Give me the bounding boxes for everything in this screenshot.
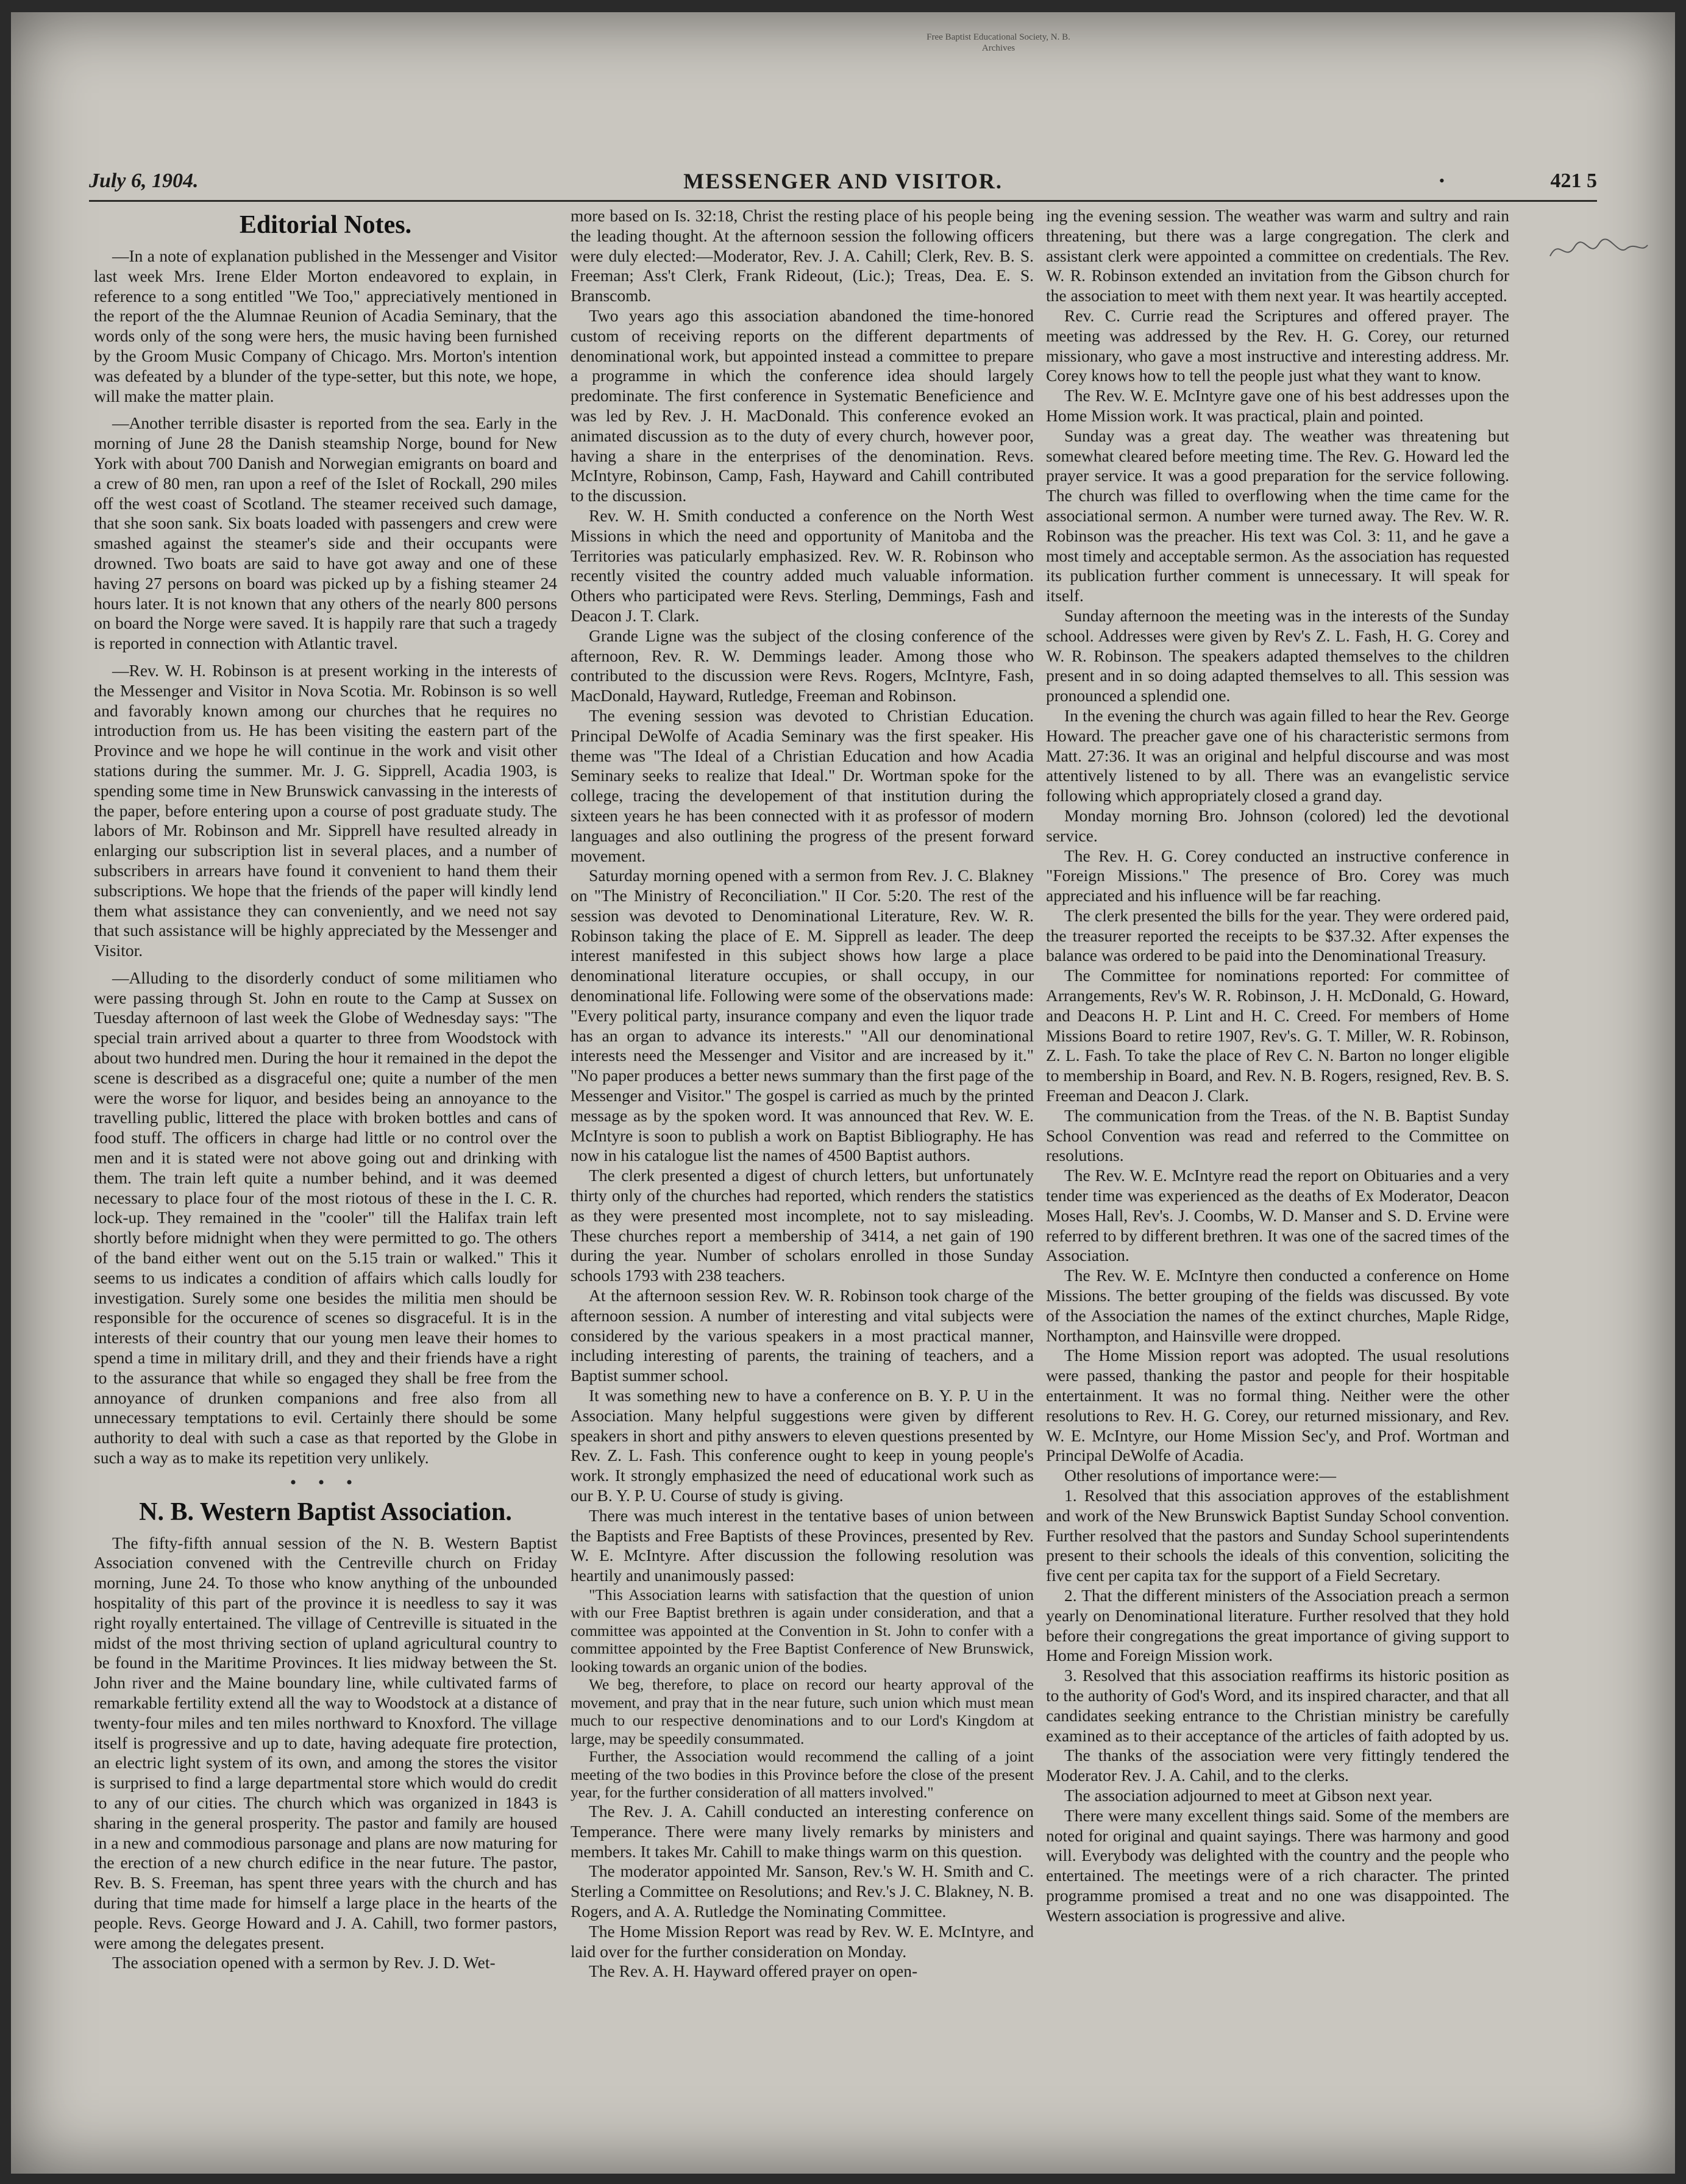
resolution-item: 3. Resolved that this association reaffirms its historic position as to the authority of God's Word, and its inspired character, and that all candidates seeking entrance to the Christian ministry be carefully examined as to their acceptance of the articles of faith adopted by us. bbox=[1046, 1666, 1509, 1745]
section-separator: • • • bbox=[290, 1472, 361, 1493]
association-paragraph: The communication from the Treas. of the N. B. Baptist Sunday School Convention was read and referred to the Committee on resolutions. bbox=[1046, 1105, 1509, 1165]
association-paragraph: The Rev. J. A. Cahill conducted an interesting conference on Temperance. There were many lively remarks by ministers and members. It takes Mr. Cahill to make things warm on this question. bbox=[571, 1801, 1034, 1861]
column-1 bbox=[94, 206, 557, 2157]
association-paragraph: The Committee for nominations reported: For committee of Arrangements, Rev's W. R. Robinson, J. H. McDonald, G. Howard, and Deacons H. P. Lint and H. C. Creed. For members of Home Missions Board to retire 1907, Rev's. G. T. Miller, W. R. Robinson, Z. L. Fash. To take the place of Rev C. N. Barton no longer eligible to membership in Board, and Rev. N. B. Rogers, resigned, Rev. B. S. Freeman and Deacon J. Clark. bbox=[1046, 966, 1509, 1105]
archive-stamp: Free Baptist Educational Society, N. B. Archives bbox=[927, 32, 1070, 53]
header-mark: • bbox=[1439, 172, 1445, 190]
page-header bbox=[89, 163, 1597, 202]
association-paragraph: more based on Is. 32:18, Christ the resting place of his people being the leading thought. At the afternoon session the following officers were duly elected:—Moderator, Rev. J. A. Cahill; Clerk, Rev. B. S. Freeman; Ass't Clerk, Frank Rideout, (Lic.); Treas, Dea. E. S. Branscomb. bbox=[571, 206, 1034, 305]
association-paragraph: The Rev. W. E. McIntyre read the report on Obituaries and a very tender time was experienced as the deaths of Ex Moderator, Deacon Moses Hall, Rev's. J. Coombs, W. D. Manser and S. D. Ervine were referred to by different brethren. It was one of the sacred times of the Association. bbox=[1046, 1166, 1509, 1265]
association-paragraph: Rev. W. H. Smith conducted a conference on the North West Missions in which the need and opportunity of Manitoba and the Territories was paticularly emphasized. Rev. W. R. Robinson who recently visited the country added much valuable information. Others who participated were Revs. Sterling, Demmings, Fash and Deacon J. T. Clark. bbox=[571, 505, 1034, 625]
association-paragraph: Monday morning Bro. Johnson (colored) led the devotional service. bbox=[1046, 805, 1509, 845]
association-paragraph: The clerk presented the bills for the year. They were ordered paid, the treasurer reported the receipts to be $37.32. After expenses the balance was ordered to be paid into the Denominational Treasury. bbox=[1046, 905, 1509, 965]
page-number: 421 5 bbox=[1550, 170, 1597, 192]
editorial-paragraph: —Rev. W. H. Robinson is at present working in the interests of the Messenger and Visitor in Nova Scotia. Mr. Robinson is so well and favorably known among our churches that he requires no introduction from us. He has been visiting the eastern part of the Province and we hope he will continue in the work and visit other stations during the summer. Mr. J. G. Sipprell, Acadia 1903, is spending some time in New Brunswick canvassing in the interests of the paper, before entering upon a course of post graduate study. The labors of Mr. Robinson and Mr. Sipprell have resulted already in enlarging our subscription list in several places, and a number of subscribers in arrears have found it convenient to hand them their subscriptions. We hope that the friends of the paper will kindly lend them what assistance they can conveniently, and we need not say that such assistance will be highly appreciated by the Messenger and Visitor. bbox=[94, 660, 557, 960]
association-paragraph: The association adjourned to meet at Gibson next year. bbox=[1064, 1785, 1433, 1805]
association-heading: N. B. Western Baptist Association. bbox=[139, 1497, 512, 1526]
issue-date: July 6, 1904. bbox=[89, 170, 199, 192]
association-paragraph: Two years ago this association abandoned the time-honored custom of receiving reports on the different departments of denominational work, but appointed instead a committee to prepare a programme in which the conference idea should largely predominate. The first conference in Systematic Beneficience and was led by Rev. J. H. MacDonald. This conference evoked an animated discussion as to the duty of every church, however poor, having a share in the enterprises of the denomination. Revs. McIntyre, Robinson, Camp, Fash, Hayward and Cahill contributed to the discussion. bbox=[571, 305, 1034, 505]
association-paragraph: In the evening the church was again filled to hear the Rev. George Howard. The preacher gave one of his characteristic sermons from Matt. 27:36. It was an original and helpful discourse and was most attentively listened to by all. There was an evangelistic service following which appropriately closed a grand day. bbox=[1046, 705, 1509, 805]
association-paragraph: The evening session was devoted to Christian Education. Principal DeWolfe of Acadia Seminary was the first speaker. His theme was "The Ideal of a Christian Education and how Acadia Seminary seeks to realize that Ideal." Dr. Wortman spoke for the college, tracing the developement of that institution during the sixteen years he has been connected with it as professor of modern languages and also outlining the progress of the present forward movement. bbox=[571, 705, 1034, 865]
association-paragraph: At the afternoon session Rev. W. R. Robinson took charge of the afternoon session. A number of interesting and vital subjects were considered by the various speakers in a most practical manner, including interesting of parents, the training of teachers, and a Baptist summer school. bbox=[571, 1286, 1034, 1385]
association-paragraph: The thanks of the association were very fittingly tendered the Moderator Rev. J. A. Cahil, and to the clerks. bbox=[1046, 1746, 1509, 1785]
column-3 bbox=[1046, 206, 1509, 2157]
association-paragraph: Saturday morning opened with a sermon from Rev. J. C. Blakney on "The Ministry of Reconciliation." II Cor. 5:20. The rest of the session was devoted to Denominational Literature, Rev. W. R. Robinson taking the place of E. M. Sipprell as leader. The deep interest manifested in this subject shows how large a place denominational literature occupies, or shall occupy, in our denominational life. Following were some of the observations made: "Every political party, insurance company and even the liquor trade has an organ to advance its interests." "All our denominational interests need the Messenger and Visitor and are increased by it." "No paper produces a better news summary than the first page of the Messenger and Visitor." The gospel is carried as much by the printed message as by the spoken word. It was announced that Rev. W. E. McIntyre is soon to publish a work on Baptist Bibliography. He has now in his catalogue list the names of 4500 Baptist authors. bbox=[571, 866, 1034, 1165]
column-2 bbox=[571, 206, 1034, 2157]
association-paragraph: The Rev. W. E. McIntyre then conducted a conference on Home Missions. The better grouping of the fields was discussed. By vote of the Association the names of the extinct churches, Maple Ridge, Northampton, and Hainsville were dropped. bbox=[1046, 1266, 1509, 1345]
association-paragraph: Rev. C. Currie read the Scriptures and offered prayer. The meeting was addressed by the Rev. H. G. Corey, our returned missionary, who gave a most instructive and interesting address. Mr. Corey knows how to tell the people just what they want to know. bbox=[1046, 305, 1509, 385]
association-paragraph: Sunday was a great day. The weather was threatening but somewhat cleared before meeting time. The Rev. G. Howard led the prayer service. It was a good preparation for the service following. The church was filled to overflowing when the time came for the associational sermon. A number were turned away. The Rev. W. R. Robinson was the preacher. His text was Col. 3: 11, and he gave a most timely and acceptable sermon. As the association has requested its publication further comment is unnecessary. It will speak for itself. bbox=[1046, 426, 1509, 605]
association-paragraph: The Home Mission Report was read by Rev. W. E. McIntyre, and laid over for the further consideration on Monday. bbox=[571, 1921, 1034, 1961]
association-paragraph: The clerk presented a digest of church letters, but unfortunately thirty only of the churches had reported, which renders the statistics as they were presented most incomplete, not to say misleading. These churches report a membership of 3414, a net gain of 190 during the year. Number of scholars enrolled in those Sunday schools 1793 with 238 teachers. bbox=[571, 1166, 1034, 1285]
editorial-notes-heading: Editorial Notes. bbox=[239, 211, 412, 239]
resolution-paragraph: We beg, therefore, to place on record our hearty approval of the movement, and pray that in the near future, such union which must mean much to our respective denominations and to our Lord's Kingdom at large, may be speedily consummated. bbox=[571, 1675, 1034, 1747]
association-paragraph: There were many excellent things said. Some of the members are noted for original and quaint sayings. There was harmony and good will. Everybody was delighted with the country and the people who entertained. The meetings were of a rich character. The printed programme promised a treat and no one was disappointed. The Western association is progressive and alive. bbox=[1046, 1805, 1509, 1925]
editorial-paragraph: —Another terrible disaster is reported from the sea. Early in the morning of June 28 the Danish steamship Norge, bound for New York with about 700 Danish and Norwegian emigrants on board and a crew of 80 men, ran upon a reef of the Islet of Rockall, 290 miles off the west coast of Scotland. The steamer received such damage, that she soon sank. Six boats loaded with passengers and crew were smashed against the steamer's side and their occupants were drowned. Two boats are said to have got away and one of these having 27 persons on board was picked up by a fishing steamer 24 hours later. It is not known that any others of the nearly 800 persons on board the Norge were saved. It is happily rare that such a tragedy is reported in connection with Atlantic travel. bbox=[94, 413, 557, 653]
resolution-paragraph: "This Association learns with satisfaction that the question of union with our Free Baptist brethren is again under consideration, and that a committee was appointed at the Convention in St. John to confer with a committee appointed by the Free Baptist Conference of New Brunswick, looking towards an organic union of the bodies. bbox=[571, 1585, 1034, 1675]
pencil-scribble-mark bbox=[1547, 232, 1651, 268]
masthead-title: MESSENGER AND VISITOR. bbox=[683, 169, 1003, 193]
association-paragraph: Other resolutions of importance were:— bbox=[1064, 1466, 1336, 1485]
association-paragraph: Sunday afternoon the meeting was in the interests of the Sunday school. Addresses were given by Rev's Z. L. Fash, H. G. Corey and W. R. Robinson. The speakers adapted themselves to the children present and in so doing adapted themselves to all. This session was pronounced a splendid one. bbox=[1046, 605, 1509, 705]
resolution-item: 2. That the different ministers of the Association preach a sermon yearly on Denominational literature. Further resolved that they hold before their congregations the great importance of giving support to Home and Foreign Mission work. bbox=[1046, 1585, 1509, 1665]
editorial-paragraph: —In a note of explanation published in the Messenger and Visitor last week Mrs. Irene Elder Morton endeavored to explain, in reference to a song entitled "We Too," appreciatively mentioned in the report of the the Alumnae Reunion of Acadia Seminary, that the words only of the song were hers, the music having been furnished by the Groom Music Company of Chicago. Mrs. Morton's intention was defeated by a blunder of the type-setter, but this note, we hope, will make the matter plain. bbox=[94, 246, 557, 405]
association-paragraph: The Rev. H. G. Corey conducted an instructive conference in "Foreign Missions." The presence of Bro. Corey was much appreciated and his influence will be far reaching. bbox=[1046, 846, 1509, 905]
association-paragraph: The Home Mission report was adopted. The usual resolutions were passed, thanking the pastor and people for their hospitable entertainment. It was no formal thing. Neither were the other resolutions to Rev. H. G. Corey, our returned missionary, and Rev. W. E. McIntyre, our Home Mission Sec'y, and Prof. Wortman and Principal DeWolfe of Acadia. bbox=[1046, 1346, 1509, 1465]
association-paragraph: The fifty-fifth annual session of the N. B. Western Baptist Association convened with the Centreville church on Friday morning, June 24. To those who know anything of the unbounded hospitality of this part of the province it is needless to say it was right royally entertained. The village of Centreville is situated in the midst of the most thriving section of upland agricultural country to be found in the Maritime Provinces. It lies midway between the St. John river and the Maine boundary line, while cultivated farms of remarkable fertility extend all the way to Woodstock at a distance of twenty-four miles and ten miles northward to Knoxford. The village itself is progressive and up to date, having adequate fire protection, an electric light system of its own, and among the stores the visitor is surprised to find a large departmental store which would do credit to any of our cities. The church which was organized in 1843 is sharing in the general prosperity. The pastor and family are housed in a new and commodious parsonage and plans are now maturing for the erection of a new church edifice in the near future. The pastor, Rev. B. S. Freeman, has spent three years with the church and has during that time made for himself a large place in the hearts of the people. Revs. George Howard and J. A. Cahill, two former pastors, were among the delegates present. bbox=[94, 1533, 557, 1952]
newspaper-page bbox=[11, 12, 1675, 2174]
resolution-item: 1. Resolved that this association approves of the establishment and work of the New Brunswick Baptist Sunday School convention. Further resolved that the pastors and Sunday School superintendents present to their schools the ideals of this convention, soliciting the five cent per capita tax for the support of a Field Secretary. bbox=[1046, 1486, 1509, 1585]
association-paragraph: The association opened with a sermon by Rev. J. D. Wet- bbox=[112, 1953, 496, 1972]
association-paragraph: The Rev. W. E. McIntyre gave one of his best addresses upon the Home Mission work. It was practical, plain and pointed. bbox=[1046, 386, 1509, 425]
association-paragraph: It was something new to have a conference on B. Y. P. U in the Association. Many helpful suggestions were given by different speakers in short and pithy answers to eleven questions presented by Rev. Z. L. Fash. This conference ought to keep in young people's work. It strongly emphasized the need of educational work such as our B. Y. P. U. Course of study is giving. bbox=[571, 1386, 1034, 1505]
association-paragraph: The moderator appointed Mr. Sanson, Rev.'s W. H. Smith and C. Sterling a Committee on Resolutions; and Rev.'s J. C. Blakney, N. B. Rogers, and A. A. Rutledge the Nominating Committee. bbox=[571, 1861, 1034, 1921]
association-paragraph: Grande Ligne was the subject of the closing conference of the afternoon, Rev. R. W. Demmings leader. Among those who contributed to the discussion were Revs. Rogers, McIntyre, Fash, MacDonald, Hayward, Rutledge, Freeman and Robinson. bbox=[571, 626, 1034, 705]
association-paragraph: The Rev. A. H. Hayward offered prayer on open- bbox=[589, 1961, 918, 1981]
association-paragraph: ing the evening session. The weather was warm and sultry and rain threatening, but there was a large congregation. The clerk and assistant clerk were appointed a committee on credentials. The Rev. W. R. Robinson extended an invitation from the Gibson church for the association to meet with them next year. It was heartily accepted. bbox=[1046, 206, 1509, 305]
association-paragraph: There was much interest in the tentative bases of union between the Baptists and Free Baptists of these Provinces, presented by Rev. W. E. McIntyre. After discussion the following resolution was heartily and unanimously passed: bbox=[571, 1505, 1034, 1585]
editorial-paragraph: —Alluding to the disorderly conduct of some militiamen who were passing through St. John en route to the Camp at Sussex on Tuesday afternoon of last week the Globe of Wednesday says: "The special train arrived about a quarter to three from Woodstock with about two hundred men. During the hour it remained in the depot the scene is described as a disgraceful one; quite a number of the men were the worse for liquor, and besides being an annoyance to the travelling public, littered the place with broken bottles and cans of food stuff. The officers in charge had little or no control over the men and it is stated were not above going out and drinking with them. The train left quite a number behind, and it was deemed necessary to place four of the most riotous of these in the I. C. R. lock-up. They remained in the "cooler" till the Halifax train left shortly before midnight when they were permitted to go. The others of the band either went out on the 5.15 train or walked." This it seems to us indicates a condition of affairs which calls loudly for investigation. Surely some one besides the militia men should be responsible for the occurence of scenes so disgraceful. It is in the interests of their country that our young men leave their homes to spend a time in military drill, and they and their friends have a right to the assurance that while so engaged they shall be free from the annoyance of drunken companions and free also from all unnecessary temptations to evil. Certainly there should be some authority to deal with such a case as that reported by the Globe in such a way as to make its repetition very unlikely. bbox=[94, 968, 557, 1468]
resolution-paragraph: Further, the Association would recommend the calling of a joint meeting of the two bodies in this Province before the close of the present year, for the further consideration of all matters involved." bbox=[571, 1747, 1034, 1802]
